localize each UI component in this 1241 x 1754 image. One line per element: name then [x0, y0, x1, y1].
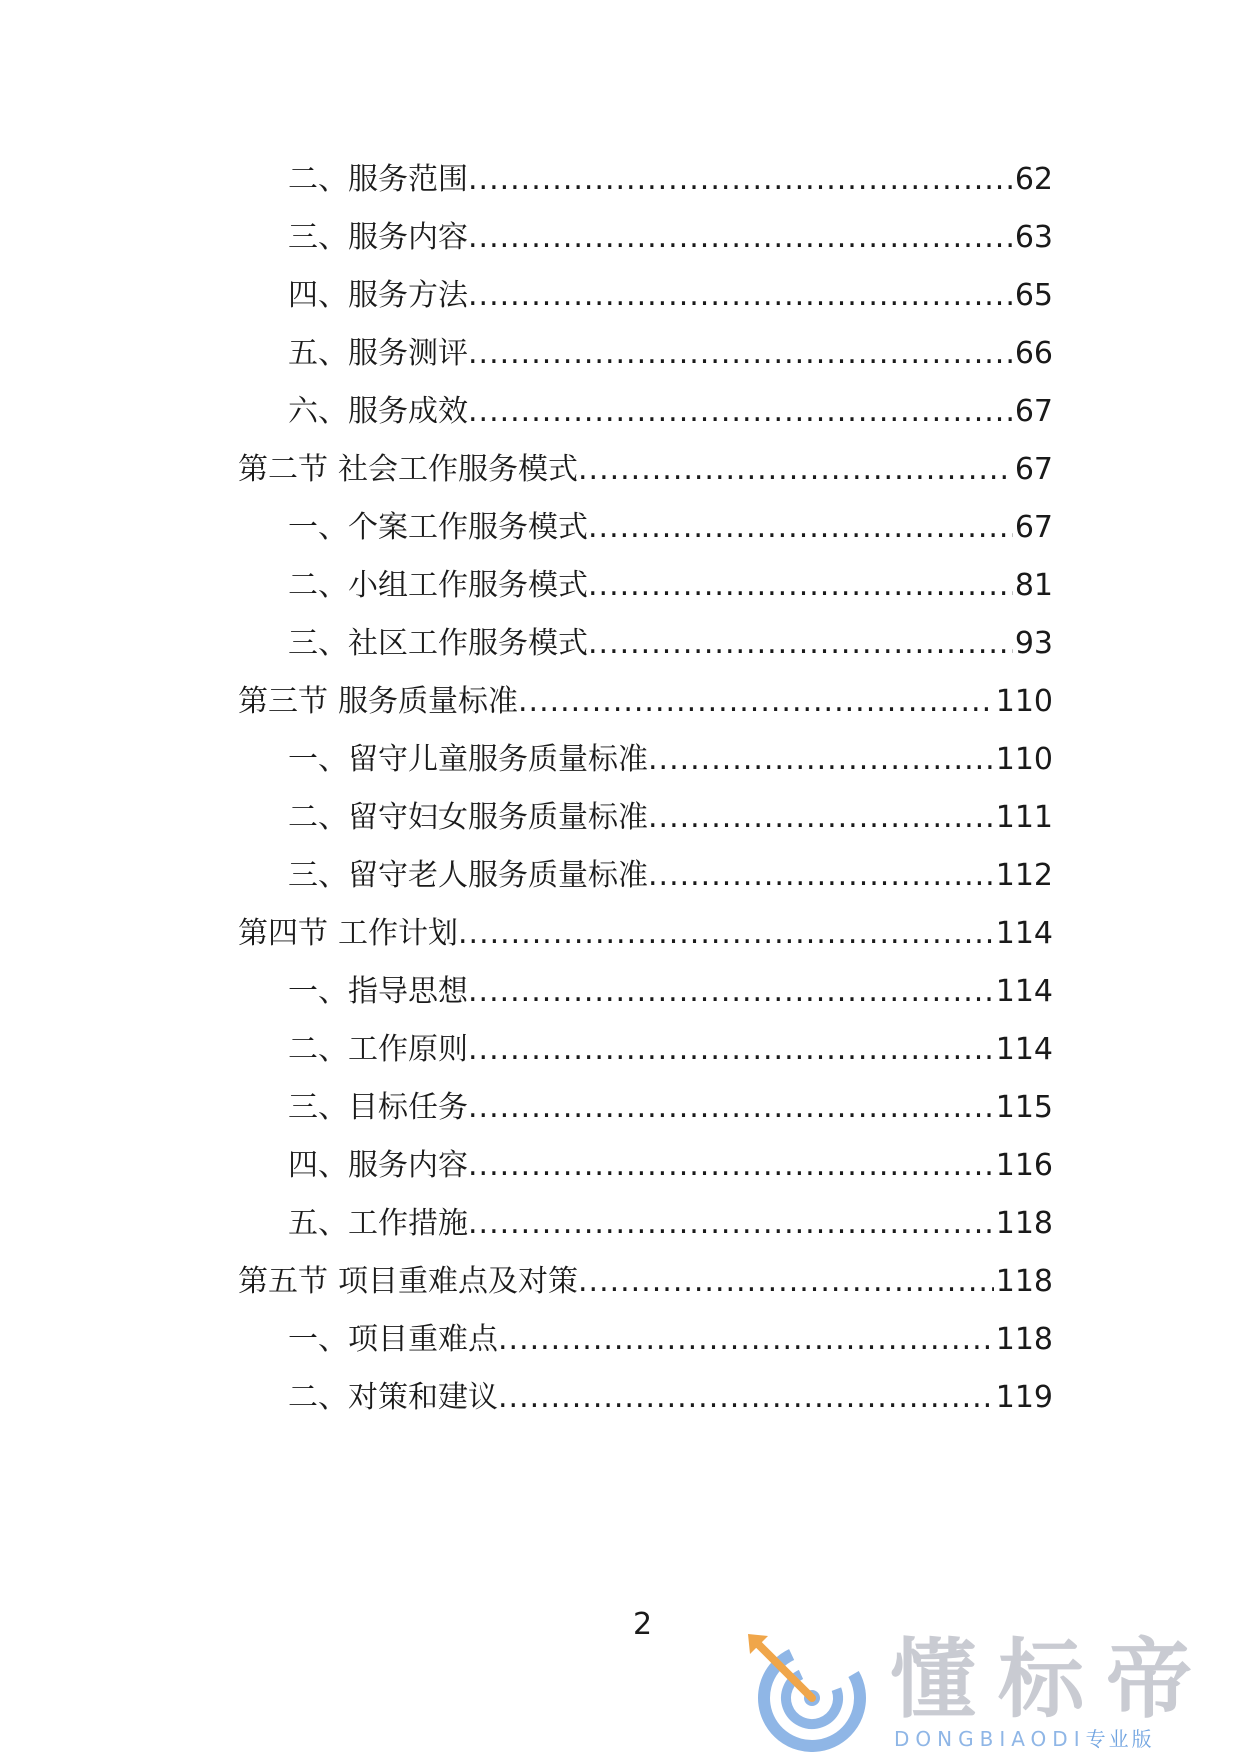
toc-entry-label: 四、服务内容: [288, 1148, 468, 1183]
toc-entry-label: 第四节: [238, 916, 328, 951]
toc-dot-leader: [468, 1088, 994, 1128]
toc-entry-label: 五、服务测评: [288, 336, 468, 371]
toc-entry-title: [288, 740, 648, 780]
toc-entry-title: [288, 1320, 498, 1360]
toc-entry-title: [288, 276, 468, 316]
toc-entry-label: 一、指导思想: [288, 974, 468, 1009]
toc-entry-title: [288, 508, 588, 548]
toc-entry-title: [288, 1030, 468, 1070]
toc-page-number: 118: [995, 1264, 1053, 1299]
toc-dot-leader: [578, 450, 1013, 490]
toc-dot-leader: [468, 972, 994, 1012]
toc-page-number: 67: [1014, 452, 1053, 487]
toc-subsection-entry: [288, 1146, 1053, 1186]
toc-entry-title: [238, 1262, 578, 1302]
toc-entry-label: 五、工作措施: [288, 1206, 468, 1241]
toc-entry-subtitle: 工作计划: [338, 916, 458, 951]
toc-entry-title: [288, 160, 468, 200]
toc-page-number: 63: [1014, 220, 1053, 255]
toc-dot-leader: [498, 1378, 994, 1418]
toc-subsection-entry: [288, 392, 1053, 432]
toc-page-number: 66: [1014, 336, 1053, 371]
toc-page-number: 110: [995, 684, 1053, 719]
toc-entry-title: [288, 566, 588, 606]
toc-subsection-entry: [288, 1378, 1053, 1418]
toc-entry-subtitle: 服务质量标准: [338, 684, 518, 719]
toc-subsection-entry: [288, 1088, 1053, 1128]
toc-entry-label: 三、社区工作服务模式: [288, 626, 588, 661]
toc-entry-title: [288, 972, 468, 1012]
toc-dot-leader: [648, 740, 994, 780]
toc-subsection-entry: [288, 1320, 1053, 1360]
watermark-subtitle: [894, 1726, 1155, 1752]
watermark-subtitle-text: DONGBIAODI: [894, 1727, 1086, 1751]
toc-subsection-entry: [288, 798, 1053, 838]
toc-page-number: 67: [1014, 510, 1053, 545]
target-arrow-icon: [742, 1632, 874, 1752]
toc-entry-label: 第三节: [238, 684, 328, 719]
toc-subsection-entry: [288, 1204, 1053, 1244]
toc-entry-subtitle: 项目重难点及对策: [338, 1264, 578, 1299]
toc-section-entry: [238, 914, 1053, 954]
toc-page-number: 118: [995, 1206, 1053, 1241]
toc-dot-leader: [588, 566, 1013, 606]
toc-subsection-entry: [288, 160, 1053, 200]
toc-entry-label: 第二节: [238, 452, 328, 487]
toc-entry-label: 四、服务方法: [288, 278, 468, 313]
toc-subsection-entry: [288, 624, 1053, 664]
toc-entry-label: 一、个案工作服务模式: [288, 510, 588, 545]
toc-dot-leader: [518, 682, 994, 722]
toc-subsection-entry: [288, 276, 1053, 316]
toc-dot-leader: [468, 1204, 994, 1244]
toc-page-number: 111: [995, 800, 1053, 835]
toc-entry-title: [288, 798, 648, 838]
toc-entry-title: [238, 450, 578, 490]
toc-dot-leader: [468, 218, 1013, 258]
toc-dot-leader: [578, 1262, 994, 1302]
toc-subsection-entry: [288, 972, 1053, 1012]
toc-entry-title: [288, 1204, 468, 1244]
toc-entry-label: 二、小组工作服务模式: [288, 568, 588, 603]
watermark-logo: [742, 1630, 1241, 1754]
toc-dot-leader: [648, 798, 994, 838]
toc-page-number: 81: [1014, 568, 1053, 603]
toc-entry-label: 三、留守老人服务质量标准: [288, 858, 648, 893]
toc-dot-leader: [648, 856, 994, 896]
toc-entry-title: [288, 218, 468, 258]
toc-section-entry: [238, 1262, 1053, 1302]
toc-entry-label: 三、服务内容: [288, 220, 468, 255]
toc-subsection-entry: [288, 218, 1053, 258]
toc-page-number: 116: [995, 1148, 1053, 1183]
toc-page-number: 114: [995, 1032, 1053, 1067]
toc-page-number: 65: [1014, 278, 1053, 313]
toc-entry-label: 三、目标任务: [288, 1090, 468, 1125]
toc-entry-title: [288, 1378, 498, 1418]
toc-subsection-entry: [288, 508, 1053, 548]
page-number: 2: [632, 1607, 653, 1642]
toc-dot-leader: [458, 914, 994, 954]
toc-entry-label: 一、项目重难点: [288, 1322, 498, 1357]
toc-dot-leader: [498, 1320, 994, 1360]
toc-entry-title: [288, 334, 468, 374]
toc-entry-label: 一、留守儿童服务质量标准: [288, 742, 648, 777]
toc-entry-title: [288, 392, 468, 432]
toc-subsection-entry: [288, 334, 1053, 374]
toc-dot-leader: [468, 276, 1013, 316]
toc-dot-leader: [468, 160, 1013, 200]
toc-section-entry: [238, 450, 1053, 490]
toc-subsection-entry: [288, 1030, 1053, 1070]
toc-entry-label: 第五节: [238, 1264, 328, 1299]
toc-dot-leader: [588, 508, 1013, 548]
toc-entry-title: [288, 856, 648, 896]
toc-entry-subtitle: 社会工作服务模式: [338, 452, 578, 487]
toc-page-number: 93: [1014, 626, 1053, 661]
toc-dot-leader: [468, 392, 1013, 432]
toc-page-number: 118: [995, 1322, 1053, 1357]
toc-entry-title: [238, 682, 518, 722]
toc-page-number: 67: [1014, 394, 1053, 429]
watermark-edition: 专业版: [1085, 1727, 1155, 1751]
toc-dot-leader: [468, 1030, 994, 1070]
toc-entry-title: [288, 624, 588, 664]
toc-dot-leader: [588, 624, 1013, 664]
toc-dot-leader: [468, 334, 1013, 374]
toc-page-number: 115: [995, 1090, 1053, 1125]
toc-page-number: 110: [995, 742, 1053, 777]
toc-page-number: 112: [995, 858, 1053, 893]
toc-subsection-entry: [288, 566, 1053, 606]
toc-entry-label: 六、服务成效: [288, 394, 468, 429]
toc-dot-leader: [468, 1146, 994, 1186]
toc-page-number: 62: [1014, 162, 1053, 197]
toc-entry-label: 二、服务范围: [288, 162, 468, 197]
toc-entry-label: 二、留守妇女服务质量标准: [288, 800, 648, 835]
toc-entry-title: [238, 914, 458, 954]
toc-entry-title: [288, 1146, 468, 1186]
toc-page-number: 119: [995, 1380, 1053, 1415]
toc-entry-label: 二、工作原则: [288, 1032, 468, 1067]
toc-section-entry: [238, 682, 1053, 722]
toc-subsection-entry: [288, 856, 1053, 896]
toc-subsection-entry: [288, 740, 1053, 780]
toc-entry-label: 二、对策和建议: [288, 1380, 498, 1415]
watermark-brand: 懂标帝: [890, 1630, 1214, 1730]
toc-page-number: 114: [995, 974, 1053, 1009]
toc-page-number: 114: [995, 916, 1053, 951]
toc-entry-title: [288, 1088, 468, 1128]
